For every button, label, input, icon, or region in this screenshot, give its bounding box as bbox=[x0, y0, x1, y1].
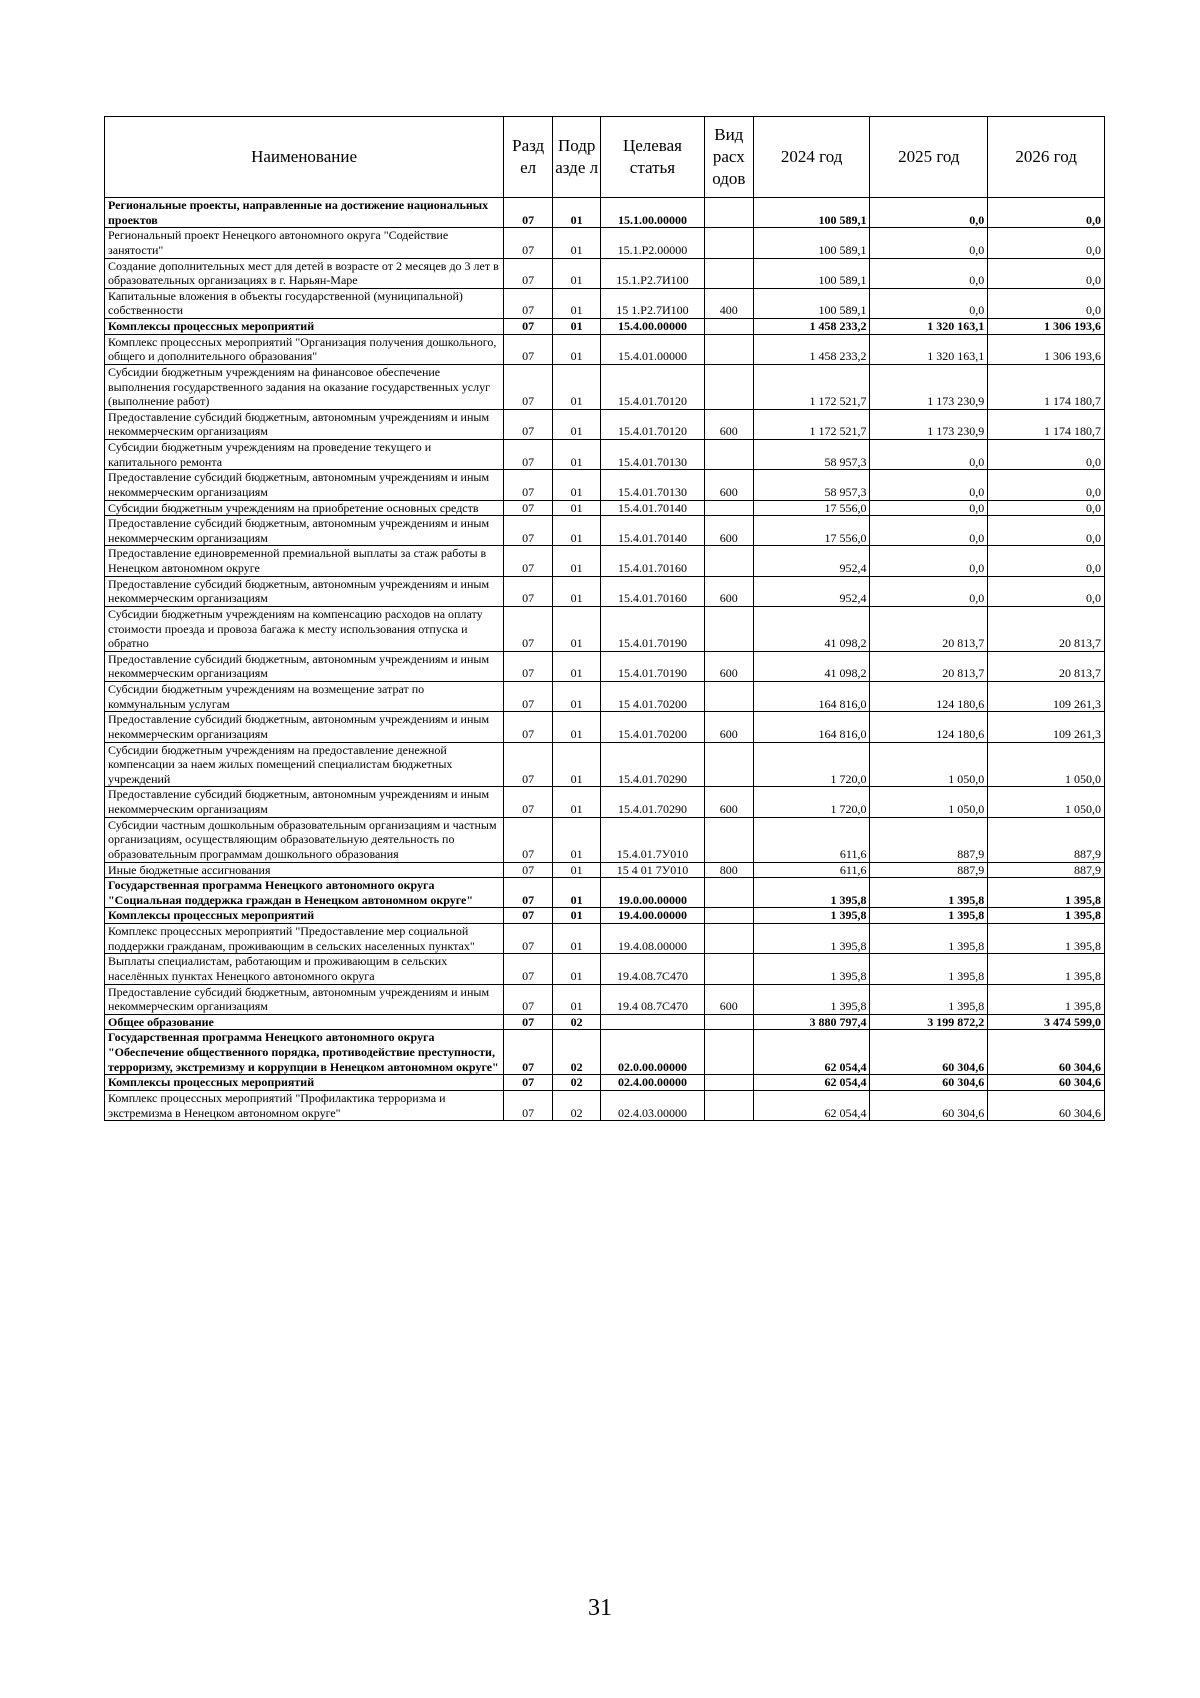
cell-vid bbox=[704, 908, 753, 924]
cell-name: Субсидии бюджетным учреждениям на приобретение основных средств bbox=[105, 500, 504, 516]
cell-2025: 1 320 163,1 bbox=[870, 319, 988, 335]
cell-name: Государственная программа Ненецкого автономного округа "Социальная поддержка граждан в Ненецком автономном округе" bbox=[105, 878, 504, 908]
cell-2024: 100 589,1 bbox=[753, 288, 870, 318]
cell-podrazdel: 01 bbox=[553, 787, 601, 817]
cell-razdel: 07 bbox=[504, 364, 553, 409]
cell-name: Общее образование bbox=[105, 1014, 504, 1030]
cell-name: Государственная программа Ненецкого автономного округа "Обеспечение общественного порядка, противодействие преступности, терроризму, экстремизму и коррупции в Ненецком автономном округе" bbox=[105, 1030, 504, 1075]
cell-vid bbox=[704, 878, 753, 908]
budget-table-container bbox=[104, 116, 1105, 1121]
cell-vid bbox=[704, 954, 753, 984]
table-row bbox=[105, 924, 1105, 954]
cell-2025: 1 320 163,1 bbox=[870, 334, 988, 364]
table-row bbox=[105, 878, 1105, 908]
table-row bbox=[105, 954, 1105, 984]
table-row bbox=[105, 817, 1105, 862]
cell-2024: 17 556,0 bbox=[753, 516, 870, 546]
cell-vid bbox=[704, 1075, 753, 1091]
cell-razdel: 07 bbox=[504, 576, 553, 606]
cell-vid bbox=[704, 1090, 753, 1120]
cell-2025: 0,0 bbox=[870, 198, 988, 228]
cell-podrazdel: 01 bbox=[553, 984, 601, 1014]
cell-2025: 1 395,8 bbox=[870, 924, 988, 954]
cell-vid bbox=[704, 924, 753, 954]
cell-2026: 1 050,0 bbox=[988, 742, 1105, 787]
cell-podrazdel: 01 bbox=[553, 712, 601, 742]
cell-tselevaya: 19.4.00.00000 bbox=[601, 908, 705, 924]
cell-tselevaya: 15.4.01.70190 bbox=[601, 651, 705, 681]
cell-2026: 60 304,6 bbox=[988, 1075, 1105, 1091]
cell-podrazdel: 01 bbox=[553, 228, 601, 258]
cell-tselevaya: 15.4.01.70160 bbox=[601, 546, 705, 576]
cell-2026: 0,0 bbox=[988, 440, 1105, 470]
cell-tselevaya: 15.4.01.70290 bbox=[601, 787, 705, 817]
cell-2026: 0,0 bbox=[988, 576, 1105, 606]
cell-2026: 1 306 193,6 bbox=[988, 319, 1105, 335]
cell-2025: 3 199 872,2 bbox=[870, 1014, 988, 1030]
table-row bbox=[105, 712, 1105, 742]
cell-name: Региональные проекты, направленные на достижение национальных проектов bbox=[105, 198, 504, 228]
cell-tselevaya: 15.4.01.70130 bbox=[601, 470, 705, 500]
cell-2026: 20 813,7 bbox=[988, 606, 1105, 651]
cell-name: Комплекс процессных мероприятий "Предоставление мер социальной поддержки гражданам, проживающим в сельских населенных пунктах" bbox=[105, 924, 504, 954]
cell-2024: 62 054,4 bbox=[753, 1075, 870, 1091]
header-name: Наименование bbox=[105, 117, 504, 198]
table-row bbox=[105, 682, 1105, 712]
cell-vid: 600 bbox=[704, 470, 753, 500]
cell-2024: 1 395,8 bbox=[753, 908, 870, 924]
cell-podrazdel: 01 bbox=[553, 198, 601, 228]
cell-2024: 1 395,8 bbox=[753, 954, 870, 984]
cell-razdel: 07 bbox=[504, 742, 553, 787]
table-row bbox=[105, 576, 1105, 606]
cell-podrazdel: 01 bbox=[553, 334, 601, 364]
cell-2025: 1 050,0 bbox=[870, 742, 988, 787]
cell-podrazdel: 01 bbox=[553, 288, 601, 318]
cell-2026: 109 261,3 bbox=[988, 682, 1105, 712]
cell-2024: 164 816,0 bbox=[753, 682, 870, 712]
cell-vid bbox=[704, 682, 753, 712]
cell-name: Субсидии частным дошкольным образовательным организациям и частным организациям, осуществляющим образовательную деятельность по образовательным программам дошкольного образования bbox=[105, 817, 504, 862]
cell-razdel: 07 bbox=[504, 198, 553, 228]
cell-tselevaya: 15.4.01.70160 bbox=[601, 576, 705, 606]
table-row bbox=[105, 742, 1105, 787]
cell-tselevaya: 15.4.01.70120 bbox=[601, 409, 705, 439]
cell-vid bbox=[704, 228, 753, 258]
cell-2025: 1 173 230,9 bbox=[870, 409, 988, 439]
table-row bbox=[105, 258, 1105, 288]
cell-razdel: 07 bbox=[504, 228, 553, 258]
cell-name: Субсидии бюджетным учреждениям на финансовое обеспечение выполнения государственного задания на оказание государственных услуг (выполнение работ) bbox=[105, 364, 504, 409]
table-row bbox=[105, 1075, 1105, 1091]
cell-razdel: 07 bbox=[504, 878, 553, 908]
cell-podrazdel: 01 bbox=[553, 546, 601, 576]
cell-2025: 60 304,6 bbox=[870, 1030, 988, 1075]
table-row bbox=[105, 787, 1105, 817]
header-tselevaya: Целевая статья bbox=[601, 117, 705, 198]
table-row bbox=[105, 1090, 1105, 1120]
table-row bbox=[105, 319, 1105, 335]
cell-2024: 100 589,1 bbox=[753, 198, 870, 228]
cell-razdel: 07 bbox=[504, 984, 553, 1014]
cell-2025: 124 180,6 bbox=[870, 682, 988, 712]
cell-podrazdel: 02 bbox=[553, 1090, 601, 1120]
cell-2026: 3 474 599,0 bbox=[988, 1014, 1105, 1030]
cell-vid bbox=[704, 364, 753, 409]
cell-2024: 1 395,8 bbox=[753, 878, 870, 908]
cell-2024: 1 172 521,7 bbox=[753, 409, 870, 439]
cell-2026: 0,0 bbox=[988, 258, 1105, 288]
cell-2025: 60 304,6 bbox=[870, 1090, 988, 1120]
cell-vid: 600 bbox=[704, 651, 753, 681]
cell-2025: 887,9 bbox=[870, 862, 988, 878]
cell-2024: 58 957,3 bbox=[753, 440, 870, 470]
cell-podrazdel: 01 bbox=[553, 500, 601, 516]
cell-podrazdel: 01 bbox=[553, 954, 601, 984]
cell-2026: 0,0 bbox=[988, 198, 1105, 228]
cell-2024: 952,4 bbox=[753, 546, 870, 576]
cell-tselevaya: 02.4.00.00000 bbox=[601, 1075, 705, 1091]
cell-podrazdel: 01 bbox=[553, 576, 601, 606]
cell-tselevaya bbox=[601, 1014, 705, 1030]
cell-vid bbox=[704, 817, 753, 862]
cell-name: Предоставление субсидий бюджетным, автономным учреждениям и иным некоммерческим организациям bbox=[105, 409, 504, 439]
cell-2025: 0,0 bbox=[870, 546, 988, 576]
cell-2025: 1 395,8 bbox=[870, 908, 988, 924]
cell-tselevaya: 15.4.01.70130 bbox=[601, 440, 705, 470]
cell-tselevaya: 19.4 08.7С470 bbox=[601, 984, 705, 1014]
cell-podrazdel: 01 bbox=[553, 364, 601, 409]
cell-name: Капитальные вложения в объекты государственной (муниципальной) собственности bbox=[105, 288, 504, 318]
cell-podrazdel: 01 bbox=[553, 924, 601, 954]
cell-podrazdel: 01 bbox=[553, 606, 601, 651]
cell-name: Субсидии бюджетным учреждениям на проведение текущего и капитального ремонта bbox=[105, 440, 504, 470]
cell-vid bbox=[704, 606, 753, 651]
cell-name: Субсидии бюджетным учреждениям на компенсацию расходов на оплату стоимости проезда и провоза багажа к месту использования отпуска и обратно bbox=[105, 606, 504, 651]
table-header-row bbox=[105, 117, 1105, 198]
cell-2024: 3 880 797,4 bbox=[753, 1014, 870, 1030]
cell-name: Выплаты специалистам, работающим и проживающим в сельских населённых пунктах Ненецкого автономного округа bbox=[105, 954, 504, 984]
cell-2025: 1 050,0 bbox=[870, 787, 988, 817]
cell-vid: 600 bbox=[704, 787, 753, 817]
cell-tselevaya: 19.4.08.7С470 bbox=[601, 954, 705, 984]
cell-2026: 1 395,8 bbox=[988, 878, 1105, 908]
cell-podrazdel: 01 bbox=[553, 742, 601, 787]
table-row bbox=[105, 288, 1105, 318]
cell-vid bbox=[704, 1014, 753, 1030]
header-podrazdel: Подр азде л bbox=[553, 117, 601, 198]
cell-tselevaya: 19.4.08.00000 bbox=[601, 924, 705, 954]
cell-tselevaya: 15.4.01.00000 bbox=[601, 334, 705, 364]
cell-2025: 0,0 bbox=[870, 516, 988, 546]
cell-vid: 800 bbox=[704, 862, 753, 878]
cell-name: Комплексы процессных мероприятий bbox=[105, 1075, 504, 1091]
cell-name: Комплекс процессных мероприятий "Организация получения дошкольного, общего и дополнительного образования" bbox=[105, 334, 504, 364]
cell-2025: 1 395,8 bbox=[870, 984, 988, 1014]
cell-2025: 0,0 bbox=[870, 576, 988, 606]
cell-tselevaya: 15.1.00.00000 bbox=[601, 198, 705, 228]
cell-razdel: 07 bbox=[504, 1075, 553, 1091]
cell-vid bbox=[704, 319, 753, 335]
cell-razdel: 07 bbox=[504, 516, 553, 546]
cell-2024: 164 816,0 bbox=[753, 712, 870, 742]
cell-2026: 0,0 bbox=[988, 470, 1105, 500]
cell-razdel: 07 bbox=[504, 712, 553, 742]
cell-2025: 20 813,7 bbox=[870, 606, 988, 651]
cell-name: Предоставление субсидий бюджетным, автономным учреждениям и иным некоммерческим организациям bbox=[105, 984, 504, 1014]
cell-podrazdel: 01 bbox=[553, 817, 601, 862]
header-2025: 2025 год bbox=[870, 117, 988, 198]
cell-razdel: 07 bbox=[504, 651, 553, 681]
table-row bbox=[105, 546, 1105, 576]
cell-tselevaya: 15 4 01 7У010 bbox=[601, 862, 705, 878]
header-2026: 2026 год bbox=[988, 117, 1105, 198]
cell-podrazdel: 01 bbox=[553, 908, 601, 924]
cell-2024: 1 395,8 bbox=[753, 924, 870, 954]
cell-podrazdel: 01 bbox=[553, 258, 601, 288]
cell-2024: 1 458 233,2 bbox=[753, 319, 870, 335]
cell-vid bbox=[704, 1030, 753, 1075]
cell-razdel: 07 bbox=[504, 440, 553, 470]
table-row bbox=[105, 1014, 1105, 1030]
cell-2026: 887,9 bbox=[988, 817, 1105, 862]
cell-2024: 100 589,1 bbox=[753, 258, 870, 288]
cell-tselevaya: 02.0.00.00000 bbox=[601, 1030, 705, 1075]
cell-2025: 124 180,6 bbox=[870, 712, 988, 742]
cell-podrazdel: 01 bbox=[553, 651, 601, 681]
table-row bbox=[105, 228, 1105, 258]
cell-2024: 62 054,4 bbox=[753, 1090, 870, 1120]
cell-2024: 611,6 bbox=[753, 862, 870, 878]
cell-podrazdel: 01 bbox=[553, 878, 601, 908]
cell-razdel: 07 bbox=[504, 682, 553, 712]
cell-name: Региональный проект Ненецкого автономного округа "Содействие занятости" bbox=[105, 228, 504, 258]
cell-tselevaya: 15.4.01.70290 bbox=[601, 742, 705, 787]
cell-razdel: 07 bbox=[504, 409, 553, 439]
cell-vid bbox=[704, 500, 753, 516]
cell-2026: 887,9 bbox=[988, 862, 1105, 878]
cell-vid: 600 bbox=[704, 409, 753, 439]
cell-podrazdel: 01 bbox=[553, 682, 601, 712]
cell-tselevaya: 15.4.00.00000 bbox=[601, 319, 705, 335]
cell-razdel: 07 bbox=[504, 258, 553, 288]
cell-name: Предоставление субсидий бюджетным, автономным учреждениям и иным некоммерческим организациям bbox=[105, 651, 504, 681]
cell-2025: 0,0 bbox=[870, 228, 988, 258]
cell-razdel: 07 bbox=[504, 546, 553, 576]
cell-tselevaya: 15.1.Р2.00000 bbox=[601, 228, 705, 258]
cell-2026: 1 395,8 bbox=[988, 908, 1105, 924]
budget-table bbox=[104, 116, 1105, 1121]
cell-2024: 1 395,8 bbox=[753, 984, 870, 1014]
cell-2026: 0,0 bbox=[988, 546, 1105, 576]
cell-tselevaya: 15.4.01.70140 bbox=[601, 516, 705, 546]
cell-name: Создание дополнительных мест для детей в возрасте от 2 месяцев до 3 лет в образовательных организациях в г. Нарьян-Маре bbox=[105, 258, 504, 288]
cell-vid bbox=[704, 334, 753, 364]
cell-2026: 1 395,8 bbox=[988, 954, 1105, 984]
cell-2026: 1 174 180,7 bbox=[988, 409, 1105, 439]
cell-2025: 1 173 230,9 bbox=[870, 364, 988, 409]
cell-name: Иные бюджетные ассигнования bbox=[105, 862, 504, 878]
cell-tselevaya: 15.4.01.70140 bbox=[601, 500, 705, 516]
cell-razdel: 07 bbox=[504, 1030, 553, 1075]
cell-vid: 600 bbox=[704, 984, 753, 1014]
cell-2026: 1 306 193,6 bbox=[988, 334, 1105, 364]
cell-vid bbox=[704, 198, 753, 228]
cell-razdel: 07 bbox=[504, 817, 553, 862]
cell-2025: 0,0 bbox=[870, 258, 988, 288]
cell-2024: 1 720,0 bbox=[753, 787, 870, 817]
cell-2026: 60 304,6 bbox=[988, 1030, 1105, 1075]
cell-name: Комплекс процессных мероприятий "Профилактика терроризма и экстремизма в Ненецком автономном округе" bbox=[105, 1090, 504, 1120]
cell-2024: 100 589,1 bbox=[753, 228, 870, 258]
cell-2026: 20 813,7 bbox=[988, 651, 1105, 681]
table-row bbox=[105, 1030, 1105, 1075]
table-row bbox=[105, 364, 1105, 409]
cell-name: Предоставление субсидий бюджетным, автономным учреждениям и иным некоммерческим организациям bbox=[105, 787, 504, 817]
cell-razdel: 07 bbox=[504, 319, 553, 335]
table-row bbox=[105, 334, 1105, 364]
cell-2024: 41 098,2 bbox=[753, 651, 870, 681]
cell-tselevaya: 15 1.Р2.7И100 bbox=[601, 288, 705, 318]
cell-2025: 0,0 bbox=[870, 440, 988, 470]
cell-vid bbox=[704, 546, 753, 576]
cell-razdel: 07 bbox=[504, 908, 553, 924]
header-razdel: Разд ел bbox=[504, 117, 553, 198]
cell-2025: 0,0 bbox=[870, 470, 988, 500]
cell-2024: 952,4 bbox=[753, 576, 870, 606]
cell-tselevaya: 15.4.01.70190 bbox=[601, 606, 705, 651]
cell-razdel: 07 bbox=[504, 288, 553, 318]
table-row bbox=[105, 516, 1105, 546]
cell-2026: 0,0 bbox=[988, 500, 1105, 516]
cell-name: Комплексы процессных мероприятий bbox=[105, 908, 504, 924]
cell-razdel: 07 bbox=[504, 500, 553, 516]
page-number: 31 bbox=[588, 1595, 612, 1621]
cell-razdel: 07 bbox=[504, 862, 553, 878]
cell-2026: 1 395,8 bbox=[988, 924, 1105, 954]
cell-name: Субсидии бюджетным учреждениям на возмещение затрат по коммунальным услугам bbox=[105, 682, 504, 712]
cell-podrazdel: 01 bbox=[553, 440, 601, 470]
cell-2024: 17 556,0 bbox=[753, 500, 870, 516]
cell-tselevaya: 15.4.01.70120 bbox=[601, 364, 705, 409]
cell-2026: 1 174 180,7 bbox=[988, 364, 1105, 409]
cell-razdel: 07 bbox=[504, 334, 553, 364]
cell-razdel: 07 bbox=[504, 954, 553, 984]
cell-2025: 887,9 bbox=[870, 817, 988, 862]
cell-2024: 1 172 521,7 bbox=[753, 364, 870, 409]
cell-vid bbox=[704, 742, 753, 787]
cell-2024: 41 098,2 bbox=[753, 606, 870, 651]
table-row bbox=[105, 908, 1105, 924]
cell-vid bbox=[704, 258, 753, 288]
cell-podrazdel: 01 bbox=[553, 409, 601, 439]
cell-tselevaya: 15 4.01.70200 bbox=[601, 682, 705, 712]
table-row bbox=[105, 606, 1105, 651]
table-row bbox=[105, 198, 1105, 228]
cell-vid: 600 bbox=[704, 516, 753, 546]
cell-name: Субсидии бюджетным учреждениям на предоставление денежной компенсации за наем жилых помещений специалистам бюджетных учреждений bbox=[105, 742, 504, 787]
cell-razdel: 07 bbox=[504, 787, 553, 817]
cell-2025: 60 304,6 bbox=[870, 1075, 988, 1091]
cell-2026: 0,0 bbox=[988, 288, 1105, 318]
cell-2024: 58 957,3 bbox=[753, 470, 870, 500]
cell-podrazdel: 01 bbox=[553, 862, 601, 878]
cell-razdel: 07 bbox=[504, 1090, 553, 1120]
cell-podrazdel: 01 bbox=[553, 319, 601, 335]
cell-2025: 20 813,7 bbox=[870, 651, 988, 681]
cell-razdel: 07 bbox=[504, 606, 553, 651]
cell-tselevaya: 15.4.01.7У010 bbox=[601, 817, 705, 862]
cell-2026: 0,0 bbox=[988, 516, 1105, 546]
cell-name: Предоставление единовременной премиальной выплаты за стаж работы в Ненецком автономном округе bbox=[105, 546, 504, 576]
cell-podrazdel: 01 bbox=[553, 516, 601, 546]
table-row bbox=[105, 984, 1105, 1014]
cell-2026: 109 261,3 bbox=[988, 712, 1105, 742]
cell-podrazdel: 02 bbox=[553, 1030, 601, 1075]
cell-2024: 62 054,4 bbox=[753, 1030, 870, 1075]
cell-vid: 600 bbox=[704, 712, 753, 742]
table-row bbox=[105, 440, 1105, 470]
table-row bbox=[105, 862, 1105, 878]
cell-2025: 1 395,8 bbox=[870, 878, 988, 908]
cell-vid: 600 bbox=[704, 576, 753, 606]
cell-tselevaya: 15.4.01.70200 bbox=[601, 712, 705, 742]
cell-tselevaya: 19.0.00.00000 bbox=[601, 878, 705, 908]
cell-2024: 1 458 233,2 bbox=[753, 334, 870, 364]
cell-podrazdel: 02 bbox=[553, 1075, 601, 1091]
cell-2026: 1 050,0 bbox=[988, 787, 1105, 817]
table-row bbox=[105, 409, 1105, 439]
cell-vid bbox=[704, 440, 753, 470]
cell-tselevaya: 02.4.03.00000 bbox=[601, 1090, 705, 1120]
cell-name: Предоставление субсидий бюджетным, автономным учреждениям и иным некоммерческим организациям bbox=[105, 712, 504, 742]
cell-2025: 1 395,8 bbox=[870, 954, 988, 984]
table-row bbox=[105, 470, 1105, 500]
table-row bbox=[105, 500, 1105, 516]
cell-name: Комплексы процессных мероприятий bbox=[105, 319, 504, 335]
cell-razdel: 07 bbox=[504, 1014, 553, 1030]
header-2024: 2024 год bbox=[753, 117, 870, 198]
cell-2026: 60 304,6 bbox=[988, 1090, 1105, 1120]
table-row bbox=[105, 651, 1105, 681]
cell-2026: 0,0 bbox=[988, 228, 1105, 258]
cell-name: Предоставление субсидий бюджетным, автономным учреждениям и иным некоммерческим организациям bbox=[105, 470, 504, 500]
cell-2025: 0,0 bbox=[870, 500, 988, 516]
cell-tselevaya: 15.1.Р2.7И100 bbox=[601, 258, 705, 288]
cell-2024: 611,6 bbox=[753, 817, 870, 862]
cell-2026: 1 395,8 bbox=[988, 984, 1105, 1014]
cell-razdel: 07 bbox=[504, 924, 553, 954]
cell-name: Предоставление субсидий бюджетным, автономным учреждениям и иным некоммерческим организациям bbox=[105, 576, 504, 606]
cell-2024: 1 720,0 bbox=[753, 742, 870, 787]
cell-razdel: 07 bbox=[504, 470, 553, 500]
cell-vid: 400 bbox=[704, 288, 753, 318]
cell-2025: 0,0 bbox=[870, 288, 988, 318]
cell-podrazdel: 01 bbox=[553, 470, 601, 500]
cell-name: Предоставление субсидий бюджетным, автономным учреждениям и иным некоммерческим организациям bbox=[105, 516, 504, 546]
table-body bbox=[105, 198, 1105, 1121]
header-vid: Вид расх одов bbox=[704, 117, 753, 198]
cell-podrazdel: 02 bbox=[553, 1014, 601, 1030]
